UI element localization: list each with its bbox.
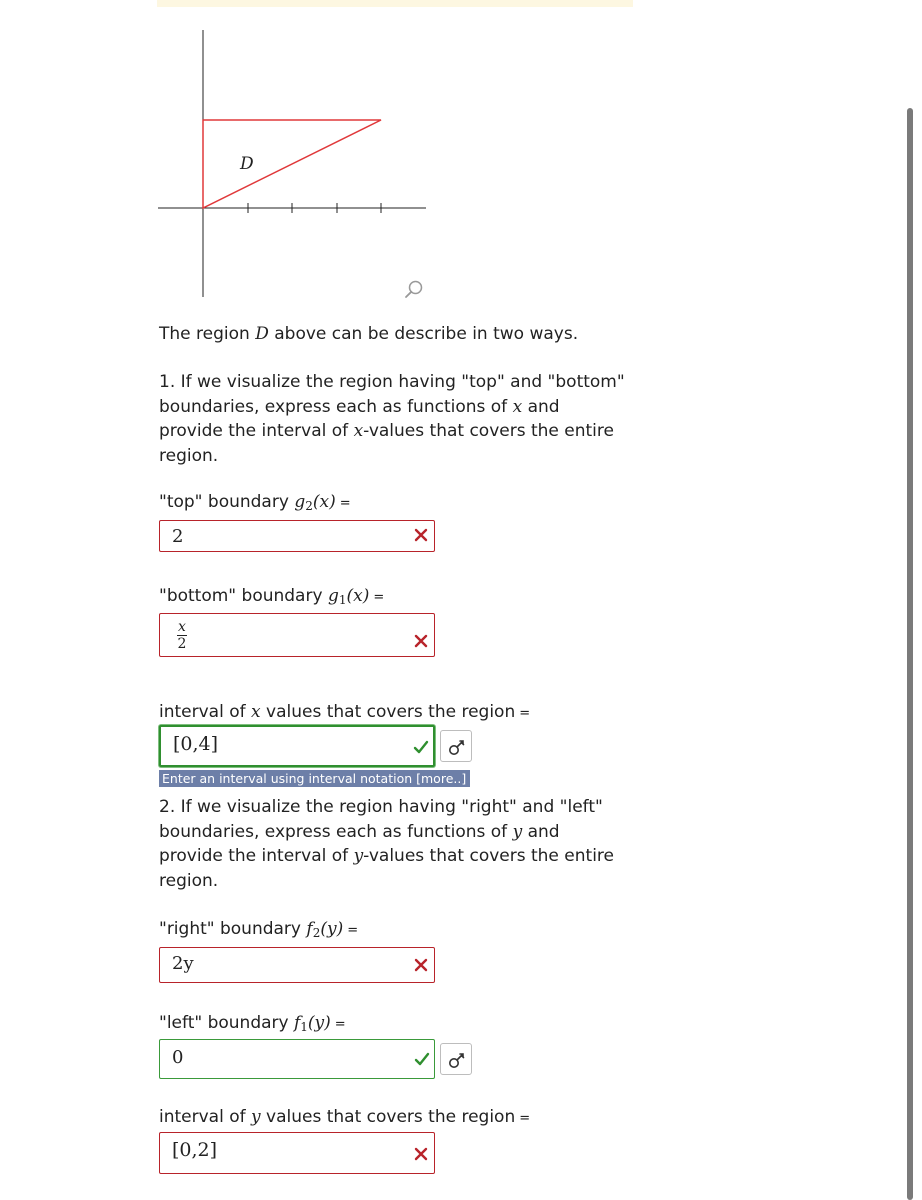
- y-interval-value: [0,2]: [172, 1139, 218, 1161]
- left-boundary-input[interactable]: [159, 1039, 435, 1079]
- part1-line1: 1. If we visualize the region having "top" and "bottom": [159, 372, 625, 392]
- region-graph: [150, 25, 440, 305]
- cross-icon: [414, 958, 428, 972]
- key-icon: [447, 1050, 467, 1070]
- y-interval-input[interactable]: [159, 1132, 435, 1174]
- x-interval-input[interactable]: [159, 725, 435, 767]
- part2-line4: region.: [159, 871, 219, 891]
- answer-key-button[interactable]: [440, 1043, 472, 1075]
- check-icon: [413, 739, 429, 755]
- interval-hint-link[interactable]: Enter an interval using interval notation [more..]: [159, 770, 470, 787]
- cross-icon: [414, 528, 428, 542]
- part1-line2: boundaries, express each as functions of x and: [159, 396, 560, 417]
- left-boundary-value: 0: [172, 1047, 184, 1068]
- cross-icon: [414, 634, 428, 648]
- right-boundary-label: "right" boundary $f_2(y)$ =: [159, 919, 359, 940]
- bottom-boundary-input[interactable]: [159, 613, 435, 657]
- cross-icon: [414, 1147, 428, 1161]
- bottom-boundary-fraction: x 2: [177, 619, 187, 652]
- top-boundary-value: 2: [172, 526, 184, 547]
- region-outline: [203, 120, 381, 208]
- region-label: D: [240, 154, 254, 174]
- top-boundary-input[interactable]: [159, 520, 435, 552]
- left-boundary-label: "left" boundary $f_1(y)$ =: [159, 1013, 346, 1034]
- part2-line3: provide the interval of y-values that covers the entire: [159, 846, 614, 866]
- intro-text: The region D above can be describe in two ways.: [159, 324, 579, 344]
- bottom-boundary-label: "bottom" boundary $g_1(x)$ =: [159, 586, 385, 607]
- answer-key-button[interactable]: [440, 730, 472, 762]
- key-icon: [447, 737, 467, 757]
- scrollbar[interactable]: [907, 108, 913, 1200]
- part2-line2: boundaries, express each as functions of y and: [159, 821, 560, 842]
- x-interval-value: [0,4]: [173, 733, 219, 755]
- magnify-icon[interactable]: [403, 279, 425, 301]
- part1-line4: region.: [159, 445, 219, 466]
- right-boundary-input[interactable]: [159, 947, 435, 983]
- part2-line1: 2. If we visualize the region having "right" and "left": [159, 797, 603, 817]
- top-banner: [157, 0, 633, 7]
- y-interval-label: interval of y values that covers the region =: [159, 1107, 531, 1127]
- x-interval-label: interval of x values that covers the region =: [159, 702, 531, 722]
- top-boundary-label: "top" boundary $g_2(x)$ =: [159, 492, 351, 513]
- check-icon: [414, 1051, 430, 1067]
- part1-line3: provide the interval of x-values that covers the entire: [159, 421, 614, 441]
- right-boundary-value: 2y: [172, 953, 194, 974]
